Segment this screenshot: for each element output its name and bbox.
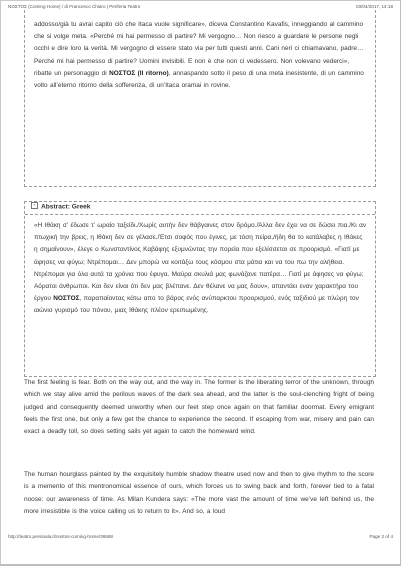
abstract-text-bold: ΝΟΣΤΟΣ [53,295,80,303]
header-title: ΝΟΣΤΟΣ (Coming Home) / di Francesco Chiaro | Periferia Teatro [8,4,141,9]
abstract-title-bar [25,202,375,215]
italian-text-part: addosso/già tu avrai capito ciò che Itaca vuole significare», diceva Constantino Kavafis, inneggiando al cammino che si volge meta. «Perché mi hai permesso di partire? Mi vergogno… Non riesco a guardare le persone negli occhi e dire loro la verità. Mi vergogno di essere stato via per tutti questi anni. Cani neri ci chiamavano, padre… Perché mi hai permesso di partire? Uomini invisibili. E non è che non ci vedessero. Non volevano vederci», ribatte un personaggio di [34,21,364,77]
italian-text-part: , annaspando sotto il peso di una meta inesistente, di un cammino volto all’eterno ritorno della sofferenza, di un’Itaca oramai in rovine. [34,69,364,90]
print-header [8,4,393,9]
italian-text-box [24,10,376,187]
body-paragraph: The first feeling is fear. Both on the way out, and the way in. The former is the liberating terror of the unknown, through which we stay alive amid the perilous waves of the dark sea ahead, and the latter is the soul-clenching fright of being judged and consequently deemed unworthy when our feet step once again on that familiar doormat. Every emigrant feels the first one, but only a few get the chance to experience the second. If escaping from war, misery and pain can exact a deadly toll, so does setting sails yet again to catch the homeward wind. [24,379,374,436]
italian-text [34,19,367,92]
collapse-toggle-icon[interactable]: - [31,202,38,209]
page-number: Page 2 of 4 [369,534,393,539]
abstract-text [34,220,367,318]
body-paragraph: The human hourglass painted by the exquisitely humble shadow theatre used now and then to give rhythm to the score is a memento of this mentronomical essence of ours, which forces us to swing back and forth, forever tied to a fatal noose: our awareness of time. As Milan Kundera says: «The more vast the amount of time we’ve left behind us, the more irresistible is the voice calling us to return to it». And so, a loud [24,471,374,515]
abstract-title-label: Abstract: Greek [41,203,91,211]
abstract-text-part: «Η Ιθάκη σ’ έδωσε τ’ ωραίο ταξείδι./Χωρίς αυτήν δεν θάβγαινες στον δρόμο./Άλλα δεν έχει να σε δώσει πια./Κι αν πτωχική την βρεις, η Ιθάκη δεν σε γέλασε./Έτσι σοφός που έγινες, με τόση πείρα,/ήδη θα το κατάλαβες η Ιθάκες η σημαίνουν», έλεγε ο Κωνσταντίνος Καβάφης εξυμνώντας την πορεία που εξελίσσεται σε προορισμό. «Γιατί με άφησες να φύγω; Ντρέπομαι… Δεν μπορώ να κοιτάξω τους κόσμου στα μάτια και να του πω την αλήθεια. Ντρέπομαι για όλα αυτά τα χρόνια που έφυγα. Μαύρα σκυλιά μας φωνάζανε πατέρα… Γιατί με άφησες να φύγω; Αόρατοι άνθρωποι. Και δεν είναι ότι δεν μας βλέπανε. Δεν θέλανε να μας δουν», απαντάει εναν χαρακτήρα του έργου [34,222,367,303]
abstract-greek-box [24,201,376,377]
abstract-title [31,203,90,210]
print-footer [8,534,393,539]
header-date: 03/04/2017, 14:18 [355,4,393,9]
italian-text-bold: ΝΟΣΤΟΣ (Il ritorno) [109,69,169,77]
footer-url: http://teatro.persinala.it/nostos-coming-home/36568 [8,534,113,539]
abstract-text-part: , παραπαίοντας κάτω απο το βάρος ενός ανύπαρκτου προορισμού, ενός ταξιδιού με πλώρη τον αιώνιο γυρισμό του πόνου, μιας Ιθάκης πλέον ερειπωμένης. [34,295,359,315]
